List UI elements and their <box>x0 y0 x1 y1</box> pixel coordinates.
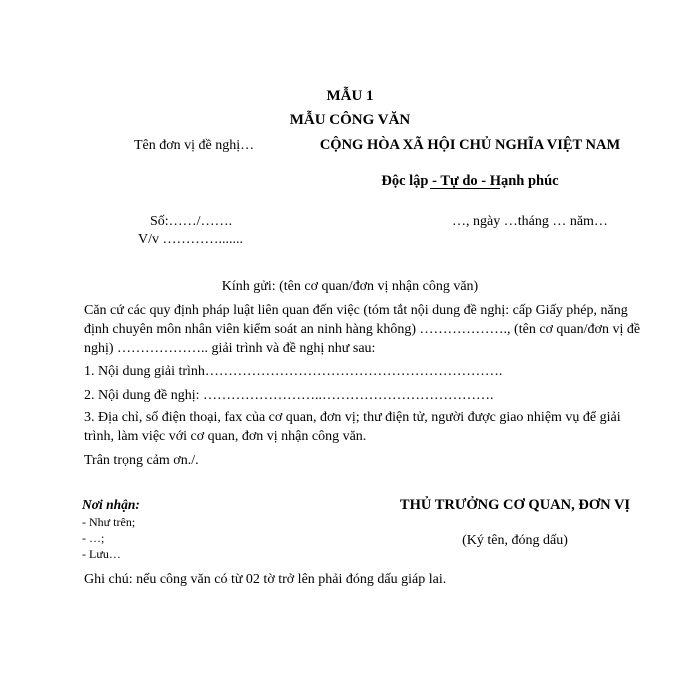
form-number: MẪU 1 <box>326 88 374 104</box>
recipient-item: - Lưu… <box>82 547 121 561</box>
place-date: …, ngày …tháng … năm… <box>452 214 608 229</box>
signer-note: (Ký tên, đóng dấu) <box>462 533 568 548</box>
item-explanation: 1. Nội dung giải trình………………………………………………………. <box>84 364 503 379</box>
form-title: MẪU CÔNG VĂN <box>289 112 411 128</box>
item-contact: 3. Địa chỉ, số điện thoại, fax của cơ quan, đơn vị; thư điện tử, người được giao nhiệm vụ để giải trình, làm việc với cơ quan, đơn vị nhận công văn. <box>84 410 621 444</box>
document-number: Số:……/……. <box>150 214 233 229</box>
motto: Độc lập - Tự do - Hạnh phúc <box>381 173 559 189</box>
republic-name: CỘNG HÒA XÃ HỘI CHỦ NGHĨA VIỆT NAM <box>319 137 621 153</box>
subject-line: V/v …………....... <box>138 232 243 247</box>
footnote: Ghi chú: nếu công văn có từ 02 tờ trở lên phải đóng dấu giáp lai. <box>84 572 447 587</box>
motto-underline <box>430 188 500 189</box>
item-request: 2. Nội dung đề nghị: ……………………..………………………………. <box>84 388 494 403</box>
recipient-item: - …; <box>82 531 105 545</box>
basis-paragraph: Căn cứ các quy định pháp luật liên quan đến việc (tóm tắt nội dung đề nghị: cấp Giấy phép, năng định chuyên môn nhân viên kiểm soát an ninh hàng không) ………………., (tên cơ quan/đơn vị đề nghị) ……………….. giải trình và đề nghị như sau: <box>84 303 641 356</box>
org-name: Tên đơn vị đề nghị… <box>134 138 255 153</box>
recipient-line: Kính gửi: (tên cơ quan/đơn vị nhận công văn) <box>221 279 479 294</box>
recipients-label: Nơi nhận: <box>82 497 140 512</box>
closing-line: Trân trọng cảm ơn./. <box>84 453 199 468</box>
signer-title: THỦ TRƯỞNG CƠ QUAN, ĐƠN VỊ <box>399 497 631 513</box>
recipient-item: - Như trên; <box>82 515 136 529</box>
